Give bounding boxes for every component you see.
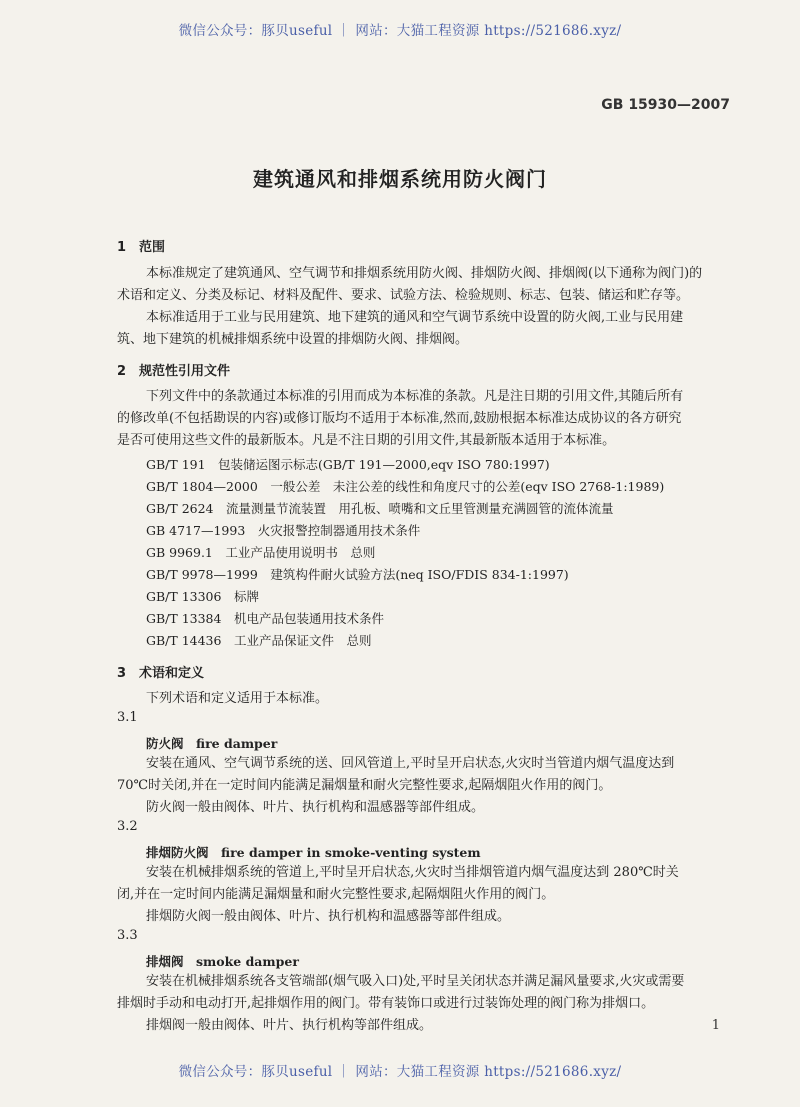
reference-item: GB/T 191 包装储运图示标志(GB/T 191—2000,eqv ISO 780:1997) [146,457,550,472]
term-number: 3.2 [117,819,138,834]
reference-item: GB/T 13306 标牌 [146,589,259,604]
section-1-line-3: 本标准适用于工业与民用建筑、地下建筑的通风和空气调节系统中设置的防火阀,工业与民用建 [146,310,684,325]
term-number: 3.3 [117,928,138,943]
standard-number: GB 15930—2007 [601,97,730,113]
term-line: 排烟阀一般由阀体、叶片、执行机构等部件组成。 [146,1018,433,1033]
term-line: 70℃时关闭,并在一定时间内能满足漏烟量和耐火完整性要求,起隔烟阻火作用的阀门。 [117,778,612,793]
section-1-line-1: 本标准规定了建筑通风、空气调节和排烟系统用防火阀、排烟防火阀、排烟阀(以下通称为阀门)的 [146,266,703,281]
term-name: 排烟阀 smoke damper [146,954,299,969]
term-line: 闭,并在一定时间内能满足漏烟量和耐火完整性要求,起隔烟阻火作用的阀门。 [117,887,555,902]
term-line: 排烟防火阀一般由阀体、叶片、执行机构和温感器等部件组成。 [146,909,511,924]
section-2-heading: 2 规范性引用文件 [117,364,231,379]
term-line: 安装在机械排烟系统各支管端部(烟气吸入口)处,平时呈关闭状态并满足漏风量要求,火灾或需要 [146,974,685,989]
term-name: 排烟防火阀 fire damper in smoke-venting system [146,845,481,860]
term-line: 安装在通风、空气调节系统的送、回风管道上,平时呈开启状态,火灾时当管道内烟气温度达到 [146,756,675,771]
term-line: 排烟时手动和电动打开,起排烟作用的阀门。带有装饰口或进行过装饰处理的阀门称为排烟口。 [117,996,655,1011]
section-2-line-1: 下列文件中的条款通过本标准的引用而成为本标准的条款。凡是注日期的引用文件,其随后所有 [146,389,684,404]
term-name: 防火阀 fire damper [146,736,278,751]
reference-item: GB 9969.1 工业产品使用说明书 总则 [146,545,376,560]
reference-item: GB/T 14436 工业产品保证文件 总则 [146,633,372,648]
reference-item: GB/T 1804—2000 一般公差 未注公差的线性和角度尺寸的公差(eqv ISO 2768-1:1989) [146,479,665,494]
reference-item: GB/T 2624 流量测量节流装置 用孔板、喷嘴和文丘里管测量充满圆管的流体流量 [146,501,614,516]
watermark-top: 微信公众号：豚贝useful ｜ 网站：大猫工程资源 https://521686.xyz/ [178,23,622,39]
document-title: 建筑通风和排烟系统用防火阀门 [253,167,547,191]
reference-item: GB/T 9978—1999 建筑构件耐火试验方法(neq ISO/FDIS 834-1:1997) [146,567,569,582]
term-line: 防火阀一般由阀体、叶片、执行机构和温感器等部件组成。 [146,800,485,815]
reference-item: GB/T 13384 机电产品包装通用技术条件 [146,611,384,626]
section-1-line-2: 术语和定义、分类及标记、材料及配件、要求、试验方法、检验规则、标志、包装、储运和贮存等。 [117,288,690,303]
section-2-line-2: 的修改单(不包括勘误的内容)或修订版均不适用于本标准,然而,鼓励根据本标准达成协议的各方研究 [117,411,682,426]
watermark-bottom: 微信公众号：豚贝useful ｜ 网站：大猫工程资源 https://521686.xyz/ [178,1064,622,1080]
reference-item: GB 4717—1993 火灾报警控制器通用技术条件 [146,523,421,538]
section-1-line-4: 筑、地下建筑的机械排烟系统中设置的排烟防火阀、排烟阀。 [117,332,469,347]
term-line: 安装在机械排烟系统的管道上,平时呈开启状态,火灾时当排烟管道内烟气温度达到 280℃时关 [146,865,679,880]
section-1-heading: 1 范围 [117,240,166,255]
section-2-line-3: 是否可使用这些文件的最新版本。凡是不注日期的引用文件,其最新版本适用于本标准。 [117,433,616,448]
section-3-intro: 下列术语和定义适用于本标准。 [146,691,329,706]
term-number: 3.1 [117,710,138,725]
page-number: 1 [711,1018,720,1033]
section-3-heading: 3 术语和定义 [117,666,205,681]
